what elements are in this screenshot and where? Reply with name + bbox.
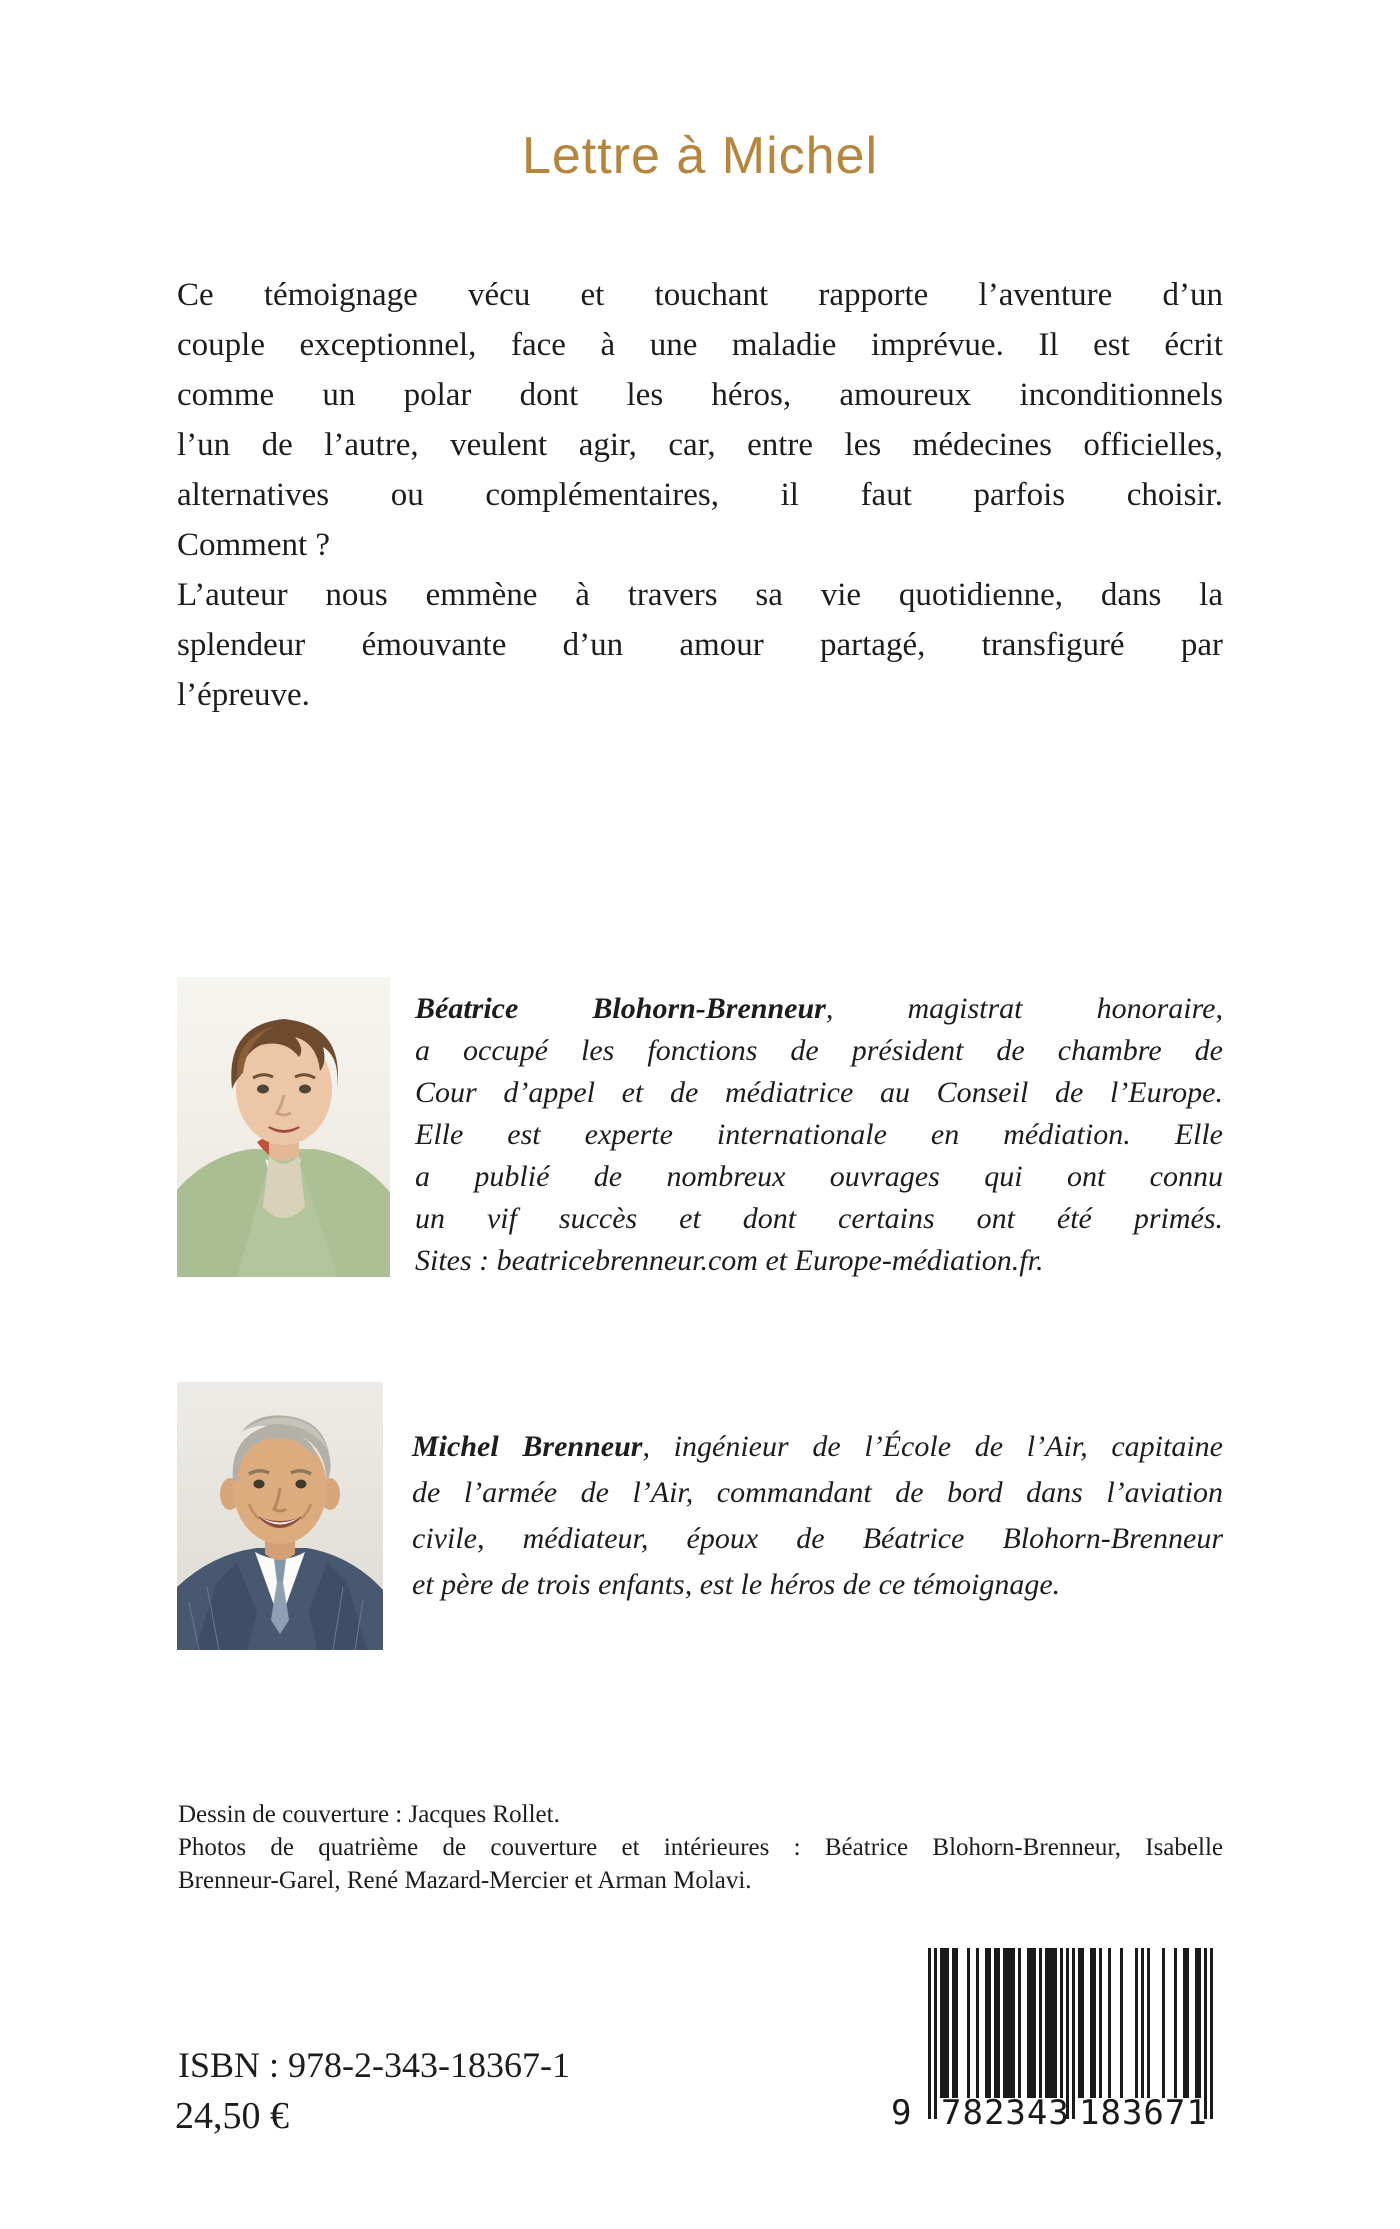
text-line: Béatrice Blohorn-Brenneur, magistrat honoraire, <box>415 992 1223 1025</box>
barcode-bar <box>1174 1948 1177 2098</box>
barcode-digit-first: 9 <box>891 2093 913 2133</box>
barcode-digits-left: 782343 <box>941 2093 1070 2133</box>
text-line: comme un polar dont les héros, amoureux inconditionnels <box>177 377 1223 413</box>
author-name: Béatrice Blohorn-Brenneur <box>415 992 826 1025</box>
barcode-bar <box>1108 1948 1111 2098</box>
barcode-digits-right: 183671 <box>1079 2093 1208 2133</box>
text-line: civile, médiateur, époux de Béatrice Blohorn-Brenneur <box>412 1522 1223 1555</box>
text-line: a publié de nombreux ouvrages qui ont connu <box>415 1160 1223 1193</box>
text-line: L’auteur nous emmène à travers sa vie quotidienne, dans la <box>177 577 1223 613</box>
barcode-bar <box>1033 1948 1036 2098</box>
text-line: un vif succès et dont certains ont été primés. <box>415 1202 1223 1235</box>
bio-michel <box>412 1424 1223 1608</box>
text-line: Dessin de couverture : Jacques Rollet. <box>178 1801 560 1828</box>
barcode-bar <box>967 1948 970 2098</box>
isbn-text: ISBN : 978-2-343-18367-1 <box>178 2045 570 2085</box>
barcode-bar <box>1147 1948 1150 2098</box>
barcode-bar <box>946 1948 949 2098</box>
text-line: Comment ? <box>177 527 331 563</box>
barcode-bar <box>1141 1948 1144 2098</box>
text-line: Sites : beatricebrenneur.com et Europe-médiation.fr. <box>415 1244 1044 1277</box>
author-name: Michel Brenneur <box>412 1430 643 1463</box>
barcode-bar <box>976 1948 979 2098</box>
barcode-bar <box>1099 1948 1102 2098</box>
barcode-bar <box>1135 1948 1138 2098</box>
text-line: Photos de quatrième de couverture et intérieures : Béatrice Blohorn-Brenneur, Isabelle <box>178 1834 1223 1861</box>
text-line: l’un de l’autre, veulent agir, car, entre les médecines officielles, <box>177 427 1223 463</box>
barcode-bar <box>1054 1948 1057 2098</box>
text-line: alternatives ou complémentaires, il faut parfois choisir. <box>177 477 1223 513</box>
bio-beatrice <box>415 988 1223 1282</box>
portrait-beatrice-photo <box>177 977 390 1277</box>
barcode-bar <box>1018 1948 1021 2098</box>
barcode-bar <box>1198 1948 1201 2098</box>
barcode-bar <box>955 1948 958 2098</box>
barcode-bar <box>1072 1948 1075 2119</box>
barcode-bar <box>1120 1948 1123 2098</box>
barcode-bar <box>1081 1948 1084 2098</box>
price-text: 24,50 € <box>175 2095 289 2137</box>
text-line: couple exceptionnel, face à une maladie imprévue. Il est écrit <box>177 327 1223 363</box>
portrait-michel-photo <box>177 1382 383 1650</box>
synopsis <box>177 270 1223 720</box>
barcode-bar <box>1060 1948 1063 2098</box>
barcode-bar <box>928 1948 931 2119</box>
barcode-bar <box>988 1948 991 2098</box>
text-line: splendeur émouvante d’un amour partagé, transfiguré par <box>177 627 1223 663</box>
barcode-bar <box>1093 1948 1096 2098</box>
barcode-bar <box>1012 1948 1015 2098</box>
text-line: Ce témoignage vécu et touchant rapporte l’aventure d’un <box>177 277 1223 313</box>
text-line: Elle est experte internationale en médiation. Elle <box>415 1118 1223 1151</box>
portrait-beatrice-illustration <box>177 977 390 1277</box>
barcode-bar <box>1039 1948 1042 2098</box>
credits <box>178 1798 1223 1897</box>
book-title: Lettre à Michel <box>521 127 879 185</box>
text-line: Cour d’appel et de médiatrice au Conseil de l’Europe. <box>415 1076 1223 1109</box>
text-line: Michel Brenneur, ingénieur de l’École de l’Air, capitaine <box>412 1430 1223 1463</box>
portrait-michel-illustration <box>177 1382 383 1650</box>
barcode-bar <box>1162 1948 1165 2098</box>
barcode-bar <box>934 1948 937 2119</box>
barcode-bar <box>997 1948 1000 2098</box>
text-line: l’épreuve. <box>177 677 310 713</box>
barcode-bar <box>1210 1948 1213 2119</box>
text-line: et père de trois enfants, est le héros de ce témoignage. <box>412 1568 1061 1601</box>
text-line: de l’armée de l’Air, commandant de bord dans l’aviation <box>412 1476 1223 1509</box>
barcode-bar <box>1186 1948 1189 2098</box>
text-line: Brenneur-Garel, René Mazard-Mercier et Arman Molavi. <box>178 1867 752 1894</box>
text-line: a occupé les fonctions de président de chambre de <box>415 1034 1223 1067</box>
